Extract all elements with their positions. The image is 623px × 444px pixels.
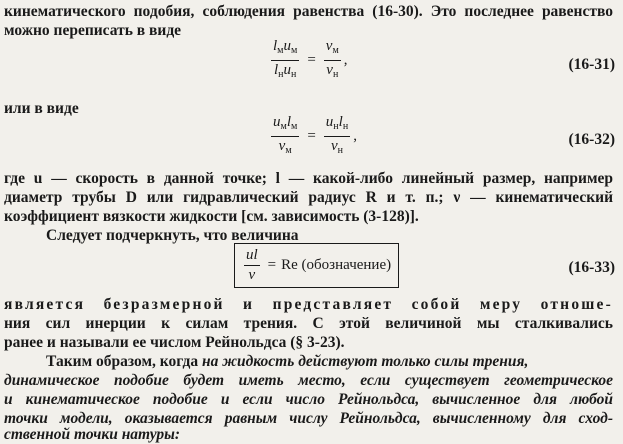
eq3-box (234, 243, 399, 288)
eq1-lhs-fraction: $\frac{l_мu_м}{l_нu_н}$ (273, 38, 298, 80)
text-line-5: диаметр трубы D или гидравлический радиус R и т. п.; ν — кинематический (4, 189, 613, 206)
text-line-3: или в виде (4, 100, 79, 117)
text-line-10: ранее и называли ее числом Рейнольдса (§ 3-23). (4, 334, 345, 351)
text-line-6: коэффициент вязкости жидкости [см. зависимость (3-128)]. (4, 208, 419, 225)
eq2-comma: , (353, 128, 357, 144)
equation-number-16-33: (16-33) (568, 259, 615, 276)
text-line-2: можно переписать в виде (4, 22, 182, 39)
text-line-15: ственной точки натуры: (4, 426, 181, 443)
text-line-11-italic: на жидкость действуют только силы трения, (201, 353, 529, 370)
eq1-equals: = (307, 52, 316, 68)
eq1-rhs-fraction: $\frac{\nu_м}{\nu_н}$ (325, 38, 339, 80)
equation-number-16-31: (16-31) (568, 56, 615, 73)
text-line-14: точки модели, оказывается равным числу Рейнольдса, вычисленному для сход- (4, 410, 613, 427)
eq1-comma: , (343, 52, 348, 68)
text-line-7: Следует подчеркнуть, что величина (46, 227, 299, 244)
text-line-4: где u — скорость в данной точке; l — какой-либо линейный размер, например (4, 170, 613, 187)
equation-16-33 (234, 243, 399, 288)
eq2-rhs-fraction: $\frac{u_нl_н}{\nu_н}$ (325, 114, 349, 156)
equation-number-16-32: (16-32) (568, 131, 615, 148)
equation-16-32 (268, 114, 357, 159)
text-line-12: динамическое подобие будет иметь место, если существует геометрическое (4, 372, 613, 389)
text-line-8: является безразмерной и представляет собой меру отноше- (4, 296, 613, 313)
eq3-rhs: Re (обозначение) (281, 257, 392, 273)
equation-16-31 (268, 38, 348, 83)
eq3-equals: = (267, 257, 277, 273)
eq2-lhs-fraction: $\frac{u_мl_м}{\nu_м}$ (273, 114, 298, 156)
text-line-13: и кинематическое подобие и если число Рейнольдса, вычисленное для любой (4, 391, 613, 408)
eq3-fraction: $\frac{ul}{\nu}$ (246, 247, 258, 283)
eq2-equals: = (307, 128, 316, 144)
text-line-11 (46, 352, 613, 371)
text-line-11-start: Таким образом, когда (46, 353, 202, 370)
text-line-1: кинематического подобия, соблюдения равенства (16-30). Это последнее равенство (4, 3, 613, 20)
text-line-9: ния сил инерции к силам трения. С этой величиной мы сталкивались (4, 315, 613, 332)
